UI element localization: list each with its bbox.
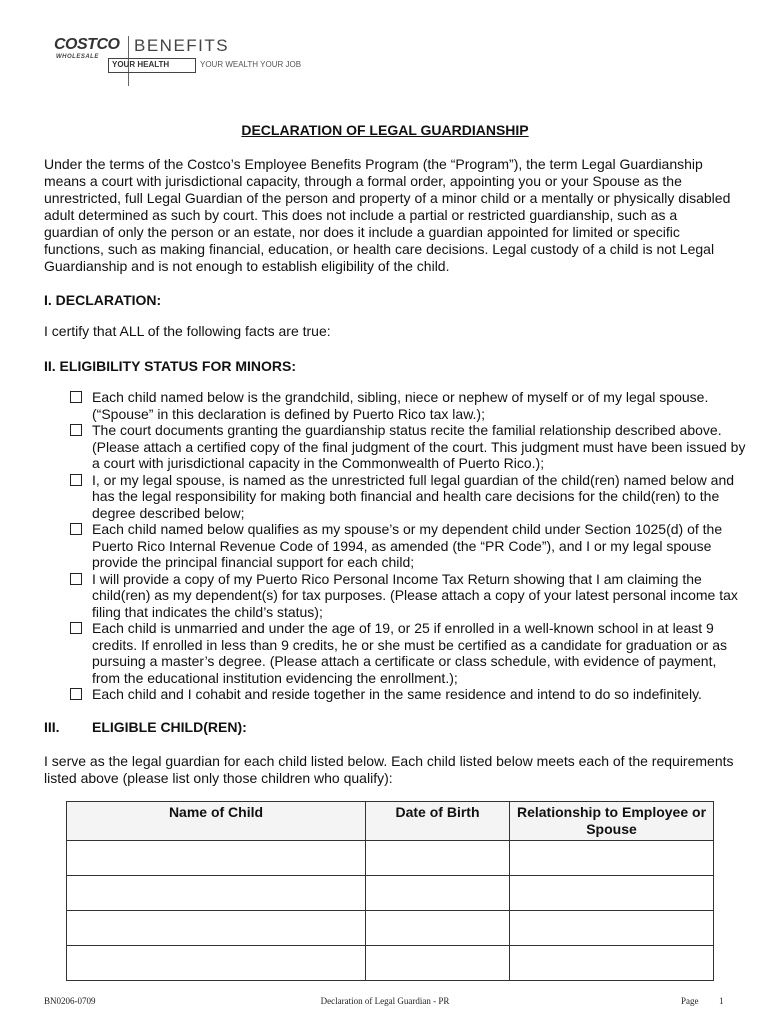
table-header-row: [67, 802, 714, 841]
checklist-item: [68, 686, 748, 703]
section-1-heading: I. DECLARATION:: [44, 292, 162, 308]
footer-form-title: Declaration of Legal Guardian - PR: [320, 996, 450, 1006]
checklist-item-text: Each child named below qualifies as my spouse’s or my dependent child under Section 1025(d) of the Puerto Rico Internal Revenue Code of 1994, as amended (the “PR Code”), and I or my legal spouse provide the principal financial support for each child;: [92, 521, 723, 570]
section-2-heading: II. ELIGIBILITY STATUS FOR MINORS:: [44, 358, 296, 374]
section-3-number: III.: [44, 719, 60, 735]
name-of-child-cell[interactable]: [67, 946, 366, 981]
date-of-birth-cell[interactable]: [366, 946, 510, 981]
checklist-item: [68, 472, 748, 522]
checkbox[interactable]: [70, 573, 82, 585]
relationship-cell[interactable]: [510, 841, 714, 876]
checklist-item-text: Each child and I cohabit and reside together in the same residence and intend to do so indefinitely.: [92, 686, 702, 702]
document-title: DECLARATION OF LEGAL GUARDIANSHIP: [241, 122, 529, 138]
column-header-dob: Date of Birth: [366, 802, 510, 841]
checklist-item-text: Each child named below is the grandchild, sibling, niece or nephew of myself or of my legal spouse. (“Spouse” in this declaration is defined by Puerto Rico tax law.);: [92, 389, 709, 422]
date-of-birth-cell[interactable]: [366, 876, 510, 911]
checkbox[interactable]: [70, 391, 82, 403]
date-of-birth-cell[interactable]: [366, 841, 510, 876]
checklist-item: [68, 620, 748, 686]
footer-page-label: Page: [681, 996, 699, 1006]
checkbox[interactable]: [70, 622, 82, 634]
intro-paragraph: Under the terms of the Costco’s Employee Benefits Program (the “Program”), the term Legal Guardianship means a court with jurisdictional capacity, through a formal order, appointing you or your Spouse as the unrestricted, full Legal Guardian of the person and property of a minor child or a mentally or physically disabled adult determined as such by court. This does not include a partial or restricted guardianship, such as a guardian of only the person or an estate, nor does it include a guardian appointed for limited or specific functions, such as making financial, education, or health care decisions. Legal custody of a child is not Legal Guardianship and is not enough to establish eligibility of the child.: [44, 156, 731, 274]
section-1-text: I certify that ALL of the following facts are true:: [44, 323, 331, 339]
date-of-birth-cell[interactable]: [366, 911, 510, 946]
table-row: [67, 841, 714, 876]
relationship-cell[interactable]: [510, 911, 714, 946]
eligibility-checklist: [68, 389, 748, 703]
relationship-cell[interactable]: [510, 946, 714, 981]
table-row: [67, 946, 714, 981]
name-of-child-cell[interactable]: [67, 841, 366, 876]
checklist-item: [68, 389, 748, 422]
checklist-item: [68, 422, 748, 472]
section-3-text: I serve as the legal guardian for each child listed below. Each child listed below meets each of the requirements listed above (please list only those children who qualify):: [44, 753, 734, 786]
column-header-relationship: Relationship to Employee or Spouse: [510, 802, 714, 841]
footer-page-number: 1: [719, 996, 724, 1006]
logo-your-health-text: YOUR HEALTH: [112, 60, 170, 69]
checklist-item-text: I, or my legal spouse, is named as the unrestricted full legal guardian of the child(ren) named below and has the legal responsibility for making both financial and health care decisions for the child(ren) to the degree described below;: [92, 471, 735, 521]
logo-your-wealth-text: YOUR WEALTH YOUR JOB: [200, 60, 302, 69]
footer-form-code: BN0206-0709: [44, 996, 96, 1006]
checklist-item: [68, 521, 748, 571]
eligible-children-table: [66, 801, 714, 981]
costco-benefits-logo: [52, 34, 312, 90]
name-of-child-cell[interactable]: [67, 876, 366, 911]
checkbox[interactable]: [70, 474, 82, 486]
checklist-item-text: Each child is unmarried and under the age of 19, or 25 if enrolled in a well-known school in at least 9 credits. If enrolled in less than 9 credits, he or she must be certified as a candidate for graduation or as pursuing a master’s degree. (Please attach a certificate or class schedule, with evidence of payment, from the educational institution evidencing the enrollment.);: [92, 620, 728, 686]
name-of-child-cell[interactable]: [67, 911, 366, 946]
column-header-name: Name of Child: [67, 802, 366, 841]
logo-benefits-text: BENEFITS: [134, 36, 230, 55]
checklist-item-text: The court documents granting the guardianship status recite the familial relationship described above. (Please attach a certified copy of the final judgment of the court. This judgment must have been issued by a court with jurisdictional capacity in the Commonwealth of Puerto Rico.);: [92, 422, 746, 471]
logo-costco-text: COSTCO: [54, 36, 120, 53]
table-row: [67, 911, 714, 946]
checklist-item-text: I will provide a copy of my Puerto Rico Personal Income Tax Return showing that I am claiming the child(ren) as my dependent(s) for tax purposes. (Please attach a copy of your latest personal income tax filing that indicates the child’s status);: [92, 570, 738, 620]
logo-wholesale-text: WHOLESALE: [56, 54, 99, 60]
table-row: [67, 876, 714, 911]
checklist-item: [68, 571, 748, 621]
checkbox[interactable]: [70, 523, 82, 535]
section-3-heading: ELIGIBLE CHILD(REN):: [92, 719, 247, 735]
checkbox[interactable]: [70, 424, 82, 436]
checkbox[interactable]: [70, 688, 82, 700]
relationship-cell[interactable]: [510, 876, 714, 911]
